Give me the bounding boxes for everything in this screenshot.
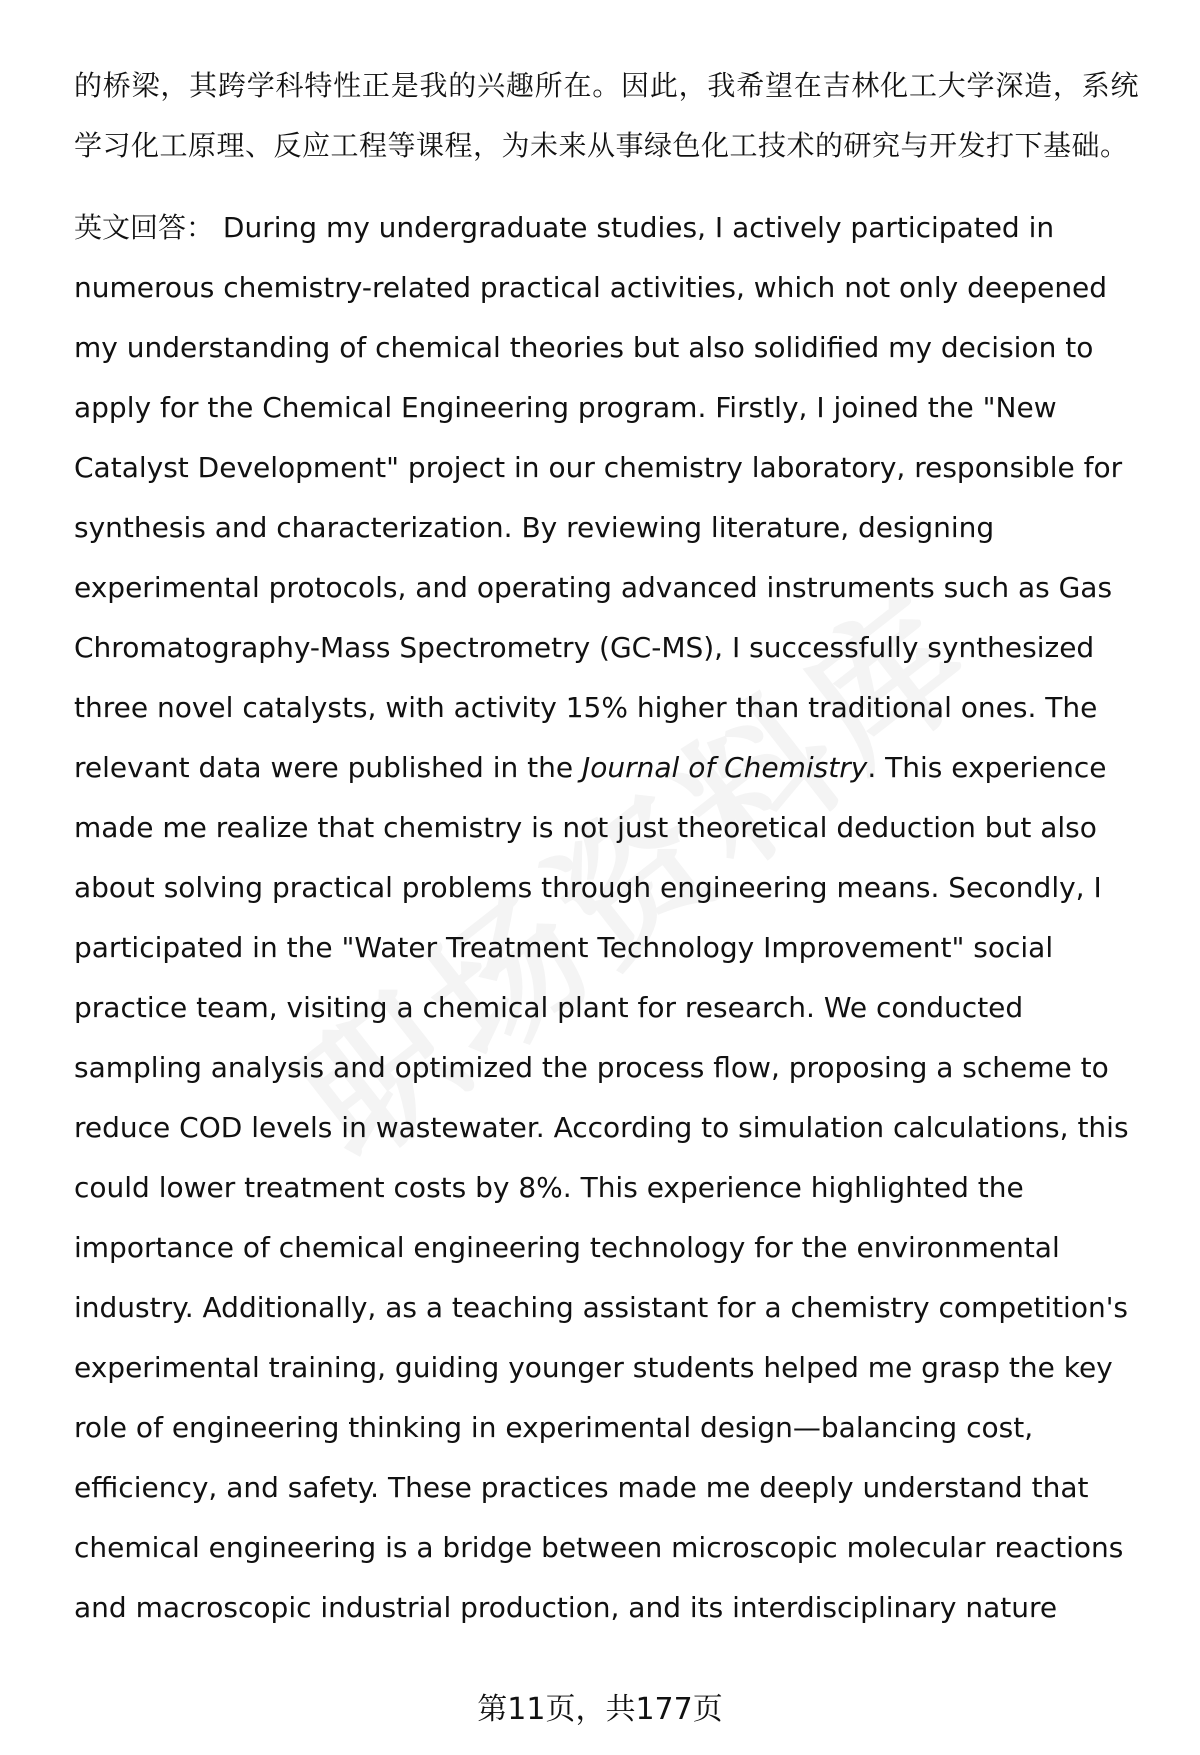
paragraph-gap [74,176,1139,198]
english-answer-label: 英文回答： [74,211,215,244]
english-answer-text-part2: . This experience made me realize that chemistry is not just theoretical deduction but also about solving practical problems through engineering means. Secondly, I participated in the "Water Treatment Technology Improvement" social practice team, visiting a chemical plant for research. We conducted sampling analysis and optimized the process flow, proposing a scheme to reduce COD levels in wastewater. According to simulation calculations, this could lower treatment costs by 8%. This experience highlighted the importance of chemical engineering technology for the environmental industry. Additionally, as a teaching assistant for a chemistry competition's experimental training, guiding younger students helped me grasp the key role of engineering thinking in experimental design—balancing cost, efficiency, and safety. These practices made me deeply understand that chemical engineering is a bridge between microscopic molecular reactions and macroscopic industrial production, and its interdisciplinary nature [74,751,1129,1624]
english-answer-text-part1: During my undergraduate studies, I actively participated in numerous chemistry-related practical activities, which not only deepened my understanding of chemical theories but also solidified my decision to apply for the Chemical Engineering program. Firstly, I joined the "New Catalyst Development" project in our chemistry laboratory, responsible for synthesis and characterization. By reviewing literature, designing experimental protocols, and operating advanced instruments such as Gas Chromatography-Mass Spectrometry (GC-MS), I successfully synthesized three novel catalysts, with activity 15% higher than traditional ones. The relevant data were published in the [74,211,1123,784]
document-body [74,56,1139,1638]
chinese-paragraph: 的桥梁，其跨学科特性正是我的兴趣所在。因此，我希望在吉林化工大学深造，系统学习化工原理、反应工程等课程，为未来从事绿色化工技术的研究与开发打下基础。 [74,69,1139,162]
page-number-footer: 第11页，共177页 [477,1692,723,1727]
english-answer-paragraph [74,198,1139,1638]
journal-title: Journal of Chemistry [581,751,868,784]
